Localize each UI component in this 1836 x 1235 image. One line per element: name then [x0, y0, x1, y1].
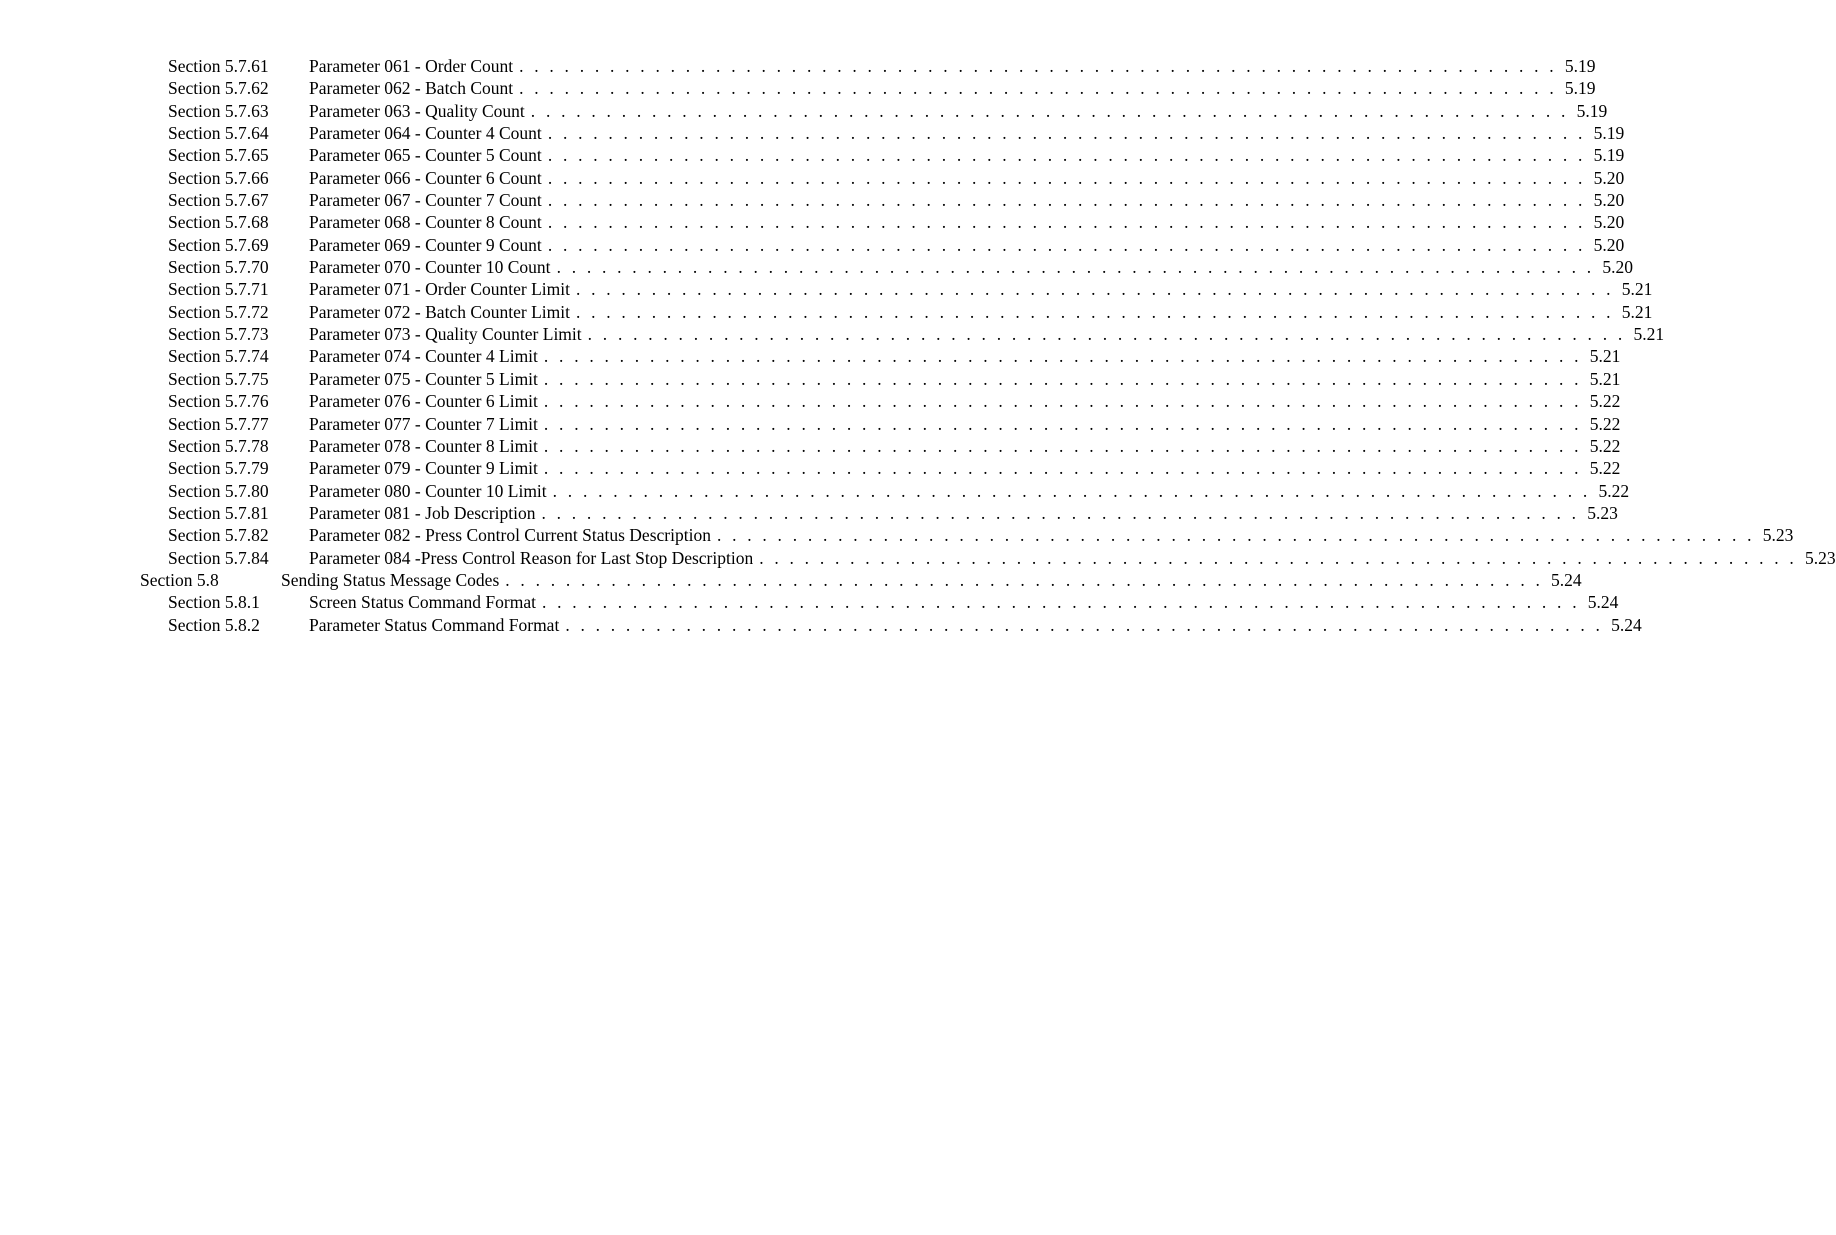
toc-entry-body	[309, 122, 1625, 144]
toc-entry-title: Parameter Status Command Format	[309, 614, 565, 636]
toc-entry-title: Parameter 066 - Counter 6 Count	[309, 167, 548, 189]
toc-entry[interactable]	[0, 234, 1625, 256]
toc-entry-title: Parameter 076 - Counter 6 Limit	[309, 390, 544, 412]
toc-entry[interactable]	[0, 144, 1625, 166]
toc-entry-body	[309, 502, 1618, 524]
toc-section-number: Section 5.7.80	[168, 480, 269, 501]
toc-leader-dots: . . . . . . . . . . . . . . . . . . . . . . . . . . . . . . . . . . . . . . . . . . . . . . . . . . . . . . . . . . . . . . . . . . . . .	[519, 56, 1557, 76]
toc-entry[interactable]	[0, 122, 1625, 144]
toc-entry[interactable]	[0, 301, 1653, 323]
toc-leader-dots: . . . . . . . . . . . . . . . . . . . . . . . . . . . . . . . . . . . . . . . . . . . . . . . . . . . . . . . . . . . . . . . . . . . . .	[759, 547, 1798, 568]
toc-page-number: 5.21	[1633, 324, 1665, 345]
toc-page-number: 5.22	[1589, 435, 1621, 456]
toc-leader-dots: . . . . . . . . . . . . . . . . . . . . . . . . . . . . . . . . . . . . . . . . . . . . . . . . . . . . . . . . . . . . . . . . . . . . .	[716, 525, 1755, 546]
toc-section-number: Section 5.7.72	[168, 301, 269, 322]
toc-section-number: Section 5.7.71	[168, 279, 269, 300]
toc-entry[interactable]	[0, 323, 1665, 345]
toc-page-number: 5.19	[1576, 100, 1608, 121]
toc-page-number: 5.21	[1621, 301, 1653, 322]
toc-entry-body	[309, 390, 1621, 412]
toc-entry-title: Parameter 081 - Job Description	[309, 502, 541, 524]
toc-section-number: Section 5.7.75	[168, 368, 269, 389]
toc-entry-body	[309, 100, 1608, 122]
toc-entry-body	[309, 278, 1653, 300]
toc-entry-body	[309, 480, 1630, 502]
toc-leader-dots: . . . . . . . . . . . . . . . . . . . . . . . . . . . . . . . . . . . . . . . . . . . . . . . . . . . . . . . . . . . . . . . . . . . . .	[543, 458, 1582, 479]
toc-page-number: 5.20	[1593, 212, 1625, 233]
toc-entry-title: Parameter 073 - Quality Counter Limit	[309, 323, 588, 345]
toc-section-number: Section 5.8.2	[168, 614, 260, 635]
toc-entry-title: Parameter 082 - Press Control Current Status Description	[309, 524, 717, 546]
toc-entry-body	[309, 323, 1665, 345]
toc-page-number: 5.20	[1602, 257, 1633, 278]
toc-entry-title: Parameter 078 - Counter 8 Limit	[309, 435, 544, 457]
toc-entry[interactable]	[0, 256, 1633, 278]
toc-entry-title: Parameter 065 - Counter 5 Count	[309, 144, 548, 166]
toc-entry[interactable]	[0, 614, 1642, 636]
toc-entry-title: Parameter 063 - Quality Count	[309, 100, 531, 122]
toc-entry[interactable]	[0, 457, 1621, 479]
toc-entry[interactable]	[0, 390, 1621, 412]
toc-entry-title: Parameter 084 -Press Control Reason for Last Stop Description	[309, 547, 759, 569]
toc-section-number: Section 5.7.74	[168, 346, 269, 367]
table-of-contents	[0, 55, 1836, 636]
toc-section-number: Section 5.7.77	[168, 413, 269, 434]
toc-entry-body	[281, 569, 1582, 591]
toc-section-number: Section 5.7.78	[168, 435, 269, 456]
toc-entry-title: Parameter 079 - Counter 9 Limit	[309, 457, 544, 479]
toc-entry-body	[309, 524, 1794, 546]
toc-entry-title: Parameter 069 - Counter 9 Count	[309, 234, 548, 256]
toc-entry[interactable]	[0, 100, 1608, 122]
toc-entry-body	[309, 457, 1621, 479]
toc-section-number: Section 5.7.79	[168, 458, 269, 479]
toc-page-number: 5.19	[1564, 78, 1596, 99]
toc-entry-body	[309, 167, 1625, 189]
toc-section-number: Section 5.7.66	[168, 167, 269, 188]
toc-page-number: 5.23	[1587, 502, 1618, 523]
toc-section-number: Section 5.7.70	[168, 257, 269, 278]
toc-page-number: 5.19	[1564, 56, 1596, 76]
toc-entry-title: Parameter 080 - Counter 10 Limit	[309, 480, 553, 502]
toc-entry-title: Parameter 071 - Order Counter Limit	[309, 278, 576, 300]
toc-entry-body	[309, 413, 1621, 435]
toc-leader-dots: . . . . . . . . . . . . . . . . . . . . . . . . . . . . . . . . . . . . . . . . . . . . . . . . . . . . . . . . . . . . . . . . . . . . .	[505, 569, 1544, 590]
toc-leader-dots: . . . . . . . . . . . . . . . . . . . . . . . . . . . . . . . . . . . . . . . . . . . . . . . . . . . . . . . . . . . . . . . . . . . . .	[519, 78, 1557, 99]
toc-entry[interactable]	[0, 591, 1619, 613]
toc-page-number: 5.24	[1551, 569, 1582, 590]
toc-entry-body	[309, 256, 1633, 278]
toc-entry-body	[309, 614, 1642, 636]
toc-entry-title: Parameter 070 - Counter 10 Count	[309, 256, 557, 278]
toc-page-number: 5.20	[1593, 167, 1625, 188]
toc-section-number: Section 5.7.64	[168, 123, 269, 144]
toc-entry[interactable]	[0, 569, 1582, 591]
toc-leader-dots: . . . . . . . . . . . . . . . . . . . . . . . . . . . . . . . . . . . . . . . . . . . . . . . . . . . . . . . . . . . . . . . . . . . . .	[587, 324, 1626, 345]
toc-leader-dots: . . . . . . . . . . . . . . . . . . . . . . . . . . . . . . . . . . . . . . . . . . . . . . . . . . . . . . . . . . . . . . . . . . . . .	[541, 502, 1580, 523]
toc-leader-dots: . . . . . . . . . . . . . . . . . . . . . . . . . . . . . . . . . . . . . . . . . . . . . . . . . . . . . . . . . . . . . . . . . . . . .	[530, 100, 1569, 121]
toc-section-number: Section 5.7.61	[168, 56, 269, 76]
toc-entry[interactable]	[0, 278, 1653, 300]
toc-section-number: Section 5.7.63	[168, 100, 269, 121]
toc-section-number: Section 5.8	[140, 569, 219, 590]
toc-entry-body	[309, 189, 1625, 211]
toc-leader-dots: . . . . . . . . . . . . . . . . . . . . . . . . . . . . . . . . . . . . . . . . . . . . . . . . . . . . . . . . . . . . . . . . . . . . .	[543, 391, 1582, 412]
toc-entry-title: Parameter 075 - Counter 5 Limit	[309, 368, 544, 390]
toc-leader-dots: . . . . . . . . . . . . . . . . . . . . . . . . . . . . . . . . . . . . . . . . . . . . . . . . . . . . . . . . . . . . . . . . . . . . .	[543, 435, 1582, 456]
toc-entry-title: Parameter 072 - Batch Counter Limit	[309, 301, 576, 323]
toc-page-number: 5.19	[1593, 123, 1625, 144]
toc-entry[interactable]	[0, 189, 1625, 211]
toc-entry-body	[309, 547, 1836, 569]
toc-entry-title: Parameter 074 - Counter 4 Limit	[309, 345, 544, 367]
toc-entry[interactable]	[0, 55, 1596, 77]
toc-section-number: Section 5.7.73	[168, 324, 269, 345]
toc-section-number: Section 5.8.1	[168, 592, 260, 613]
toc-entry-body	[309, 345, 1621, 367]
toc-section-number: Section 5.7.81	[168, 502, 269, 523]
toc-entry-body	[309, 591, 1619, 613]
toc-entry-body	[309, 77, 1596, 99]
toc-leader-dots: . . . . . . . . . . . . . . . . . . . . . . . . . . . . . . . . . . . . . . . . . . . . . . . . . . . . . . . . . . . . . . . . . . . . .	[547, 234, 1586, 255]
toc-leader-dots: . . . . . . . . . . . . . . . . . . . . . . . . . . . . . . . . . . . . . . . . . . . . . . . . . . . . . . . . . . . . . . . . . . . . .	[552, 480, 1591, 501]
toc-entry-title: Parameter 062 - Batch Count	[309, 77, 519, 99]
toc-leader-dots: . . . . . . . . . . . . . . . . . . . . . . . . . . . . . . . . . . . . . . . . . . . . . . . . . . . . . . . . . . . . . . . . . . . . .	[543, 346, 1582, 367]
toc-entry[interactable]	[0, 502, 1618, 524]
toc-entry-title: Sending Status Message Codes	[281, 569, 505, 591]
toc-entry-title: Screen Status Command Format	[309, 591, 542, 613]
toc-entry-title: Parameter 061 - Order Count	[309, 55, 519, 77]
toc-entry-body	[309, 368, 1621, 390]
toc-leader-dots: . . . . . . . . . . . . . . . . . . . . . . . . . . . . . . . . . . . . . . . . . . . . . . . . . . . . . . . . . . . . . . . . . . . . .	[547, 145, 1586, 166]
toc-section-number: Section 5.7.67	[168, 190, 269, 211]
toc-leader-dots: . . . . . . . . . . . . . . . . . . . . . . . . . . . . . . . . . . . . . . . . . . . . . . . . . . . . . . . . . . . . . . . . . . . . .	[543, 413, 1582, 434]
toc-leader-dots: . . . . . . . . . . . . . . . . . . . . . . . . . . . . . . . . . . . . . . . . . . . . . . . . . . . . . . . . . . . . . . . . . . . . .	[547, 123, 1586, 144]
toc-section-number: Section 5.7.76	[168, 391, 269, 412]
toc-page-number: 5.22	[1589, 413, 1621, 434]
toc-entry[interactable]	[0, 480, 1630, 502]
toc-leader-dots: . . . . . . . . . . . . . . . . . . . . . . . . . . . . . . . . . . . . . . . . . . . . . . . . . . . . . . . . . . . . . . . . . . . . .	[547, 212, 1586, 233]
toc-page-number: 5.24	[1587, 592, 1619, 613]
toc-section-number: Section 5.7.84	[168, 547, 269, 568]
toc-entry-body	[309, 55, 1596, 77]
toc-section-number: Section 5.7.65	[168, 145, 269, 166]
toc-entry-body	[309, 435, 1621, 457]
toc-entry-title: Parameter 077 - Counter 7 Limit	[309, 413, 544, 435]
toc-leader-dots: . . . . . . . . . . . . . . . . . . . . . . . . . . . . . . . . . . . . . . . . . . . . . . . . . . . . . . . . . . . . . . . . . . . . .	[547, 190, 1586, 211]
toc-entry[interactable]	[0, 435, 1621, 457]
toc-entry-body	[309, 144, 1625, 166]
toc-leader-dots: . . . . . . . . . . . . . . . . . . . . . . . . . . . . . . . . . . . . . . . . . . . . . . . . . . . . . . . . . . . . . . . . . . . . .	[542, 592, 1580, 613]
toc-page-number: 5.22	[1598, 480, 1630, 501]
toc-entry-title: Parameter 064 - Counter 4 Count	[309, 122, 548, 144]
toc-entry[interactable]	[0, 524, 1794, 546]
toc-page-number: 5.20	[1593, 190, 1625, 211]
toc-entry-title: Parameter 068 - Counter 8 Count	[309, 211, 548, 233]
toc-entry[interactable]	[0, 77, 1596, 99]
toc-section-number: Section 5.7.68	[168, 212, 269, 233]
toc-section-number: Section 5.7.62	[168, 78, 269, 99]
toc-entry[interactable]	[0, 547, 1836, 569]
toc-page-number: 5.21	[1621, 279, 1653, 300]
toc-entry-body	[309, 301, 1653, 323]
toc-page-number: 5.23	[1805, 547, 1836, 568]
toc-entry[interactable]	[0, 413, 1621, 435]
toc-entry[interactable]	[0, 345, 1621, 367]
toc-entry[interactable]	[0, 167, 1625, 189]
toc-page-number: 5.20	[1593, 234, 1625, 255]
toc-entry-body	[309, 211, 1625, 233]
toc-entry-body	[309, 234, 1625, 256]
toc-page-number: 5.22	[1589, 458, 1621, 479]
toc-page-number: 5.21	[1589, 368, 1621, 389]
toc-page-number: 5.19	[1593, 145, 1625, 166]
toc-page-number: 5.23	[1762, 525, 1794, 546]
toc-section-number: Section 5.7.82	[168, 525, 269, 546]
toc-page-number: 5.22	[1589, 391, 1621, 412]
toc-section-number: Section 5.7.69	[168, 234, 269, 255]
toc-leader-dots: . . . . . . . . . . . . . . . . . . . . . . . . . . . . . . . . . . . . . . . . . . . . . . . . . . . . . . . . . . . . . . . . . . . . .	[575, 279, 1614, 300]
toc-leader-dots: . . . . . . . . . . . . . . . . . . . . . . . . . . . . . . . . . . . . . . . . . . . . . . . . . . . . . . . . . . . . . . . . . . . . .	[575, 301, 1614, 322]
toc-leader-dots: . . . . . . . . . . . . . . . . . . . . . . . . . . . . . . . . . . . . . . . . . . . . . . . . . . . . . . . . . . . . . . . . . . . . .	[547, 167, 1586, 188]
toc-leader-dots: . . . . . . . . . . . . . . . . . . . . . . . . . . . . . . . . . . . . . . . . . . . . . . . . . . . . . . . . . . . . . . . . . . . . .	[556, 257, 1595, 278]
toc-entry[interactable]	[0, 211, 1625, 233]
toc-entry[interactable]	[0, 368, 1621, 390]
toc-leader-dots: . . . . . . . . . . . . . . . . . . . . . . . . . . . . . . . . . . . . . . . . . . . . . . . . . . . . . . . . . . . . . . . . . . . . .	[543, 368, 1582, 389]
toc-page-number: 5.21	[1589, 346, 1621, 367]
toc-page-number: 5.24	[1611, 614, 1642, 635]
toc-leader-dots: . . . . . . . . . . . . . . . . . . . . . . . . . . . . . . . . . . . . . . . . . . . . . . . . . . . . . . . . . . . . . . . . . . . . .	[565, 614, 1604, 635]
toc-entry-title: Parameter 067 - Counter 7 Count	[309, 189, 548, 211]
